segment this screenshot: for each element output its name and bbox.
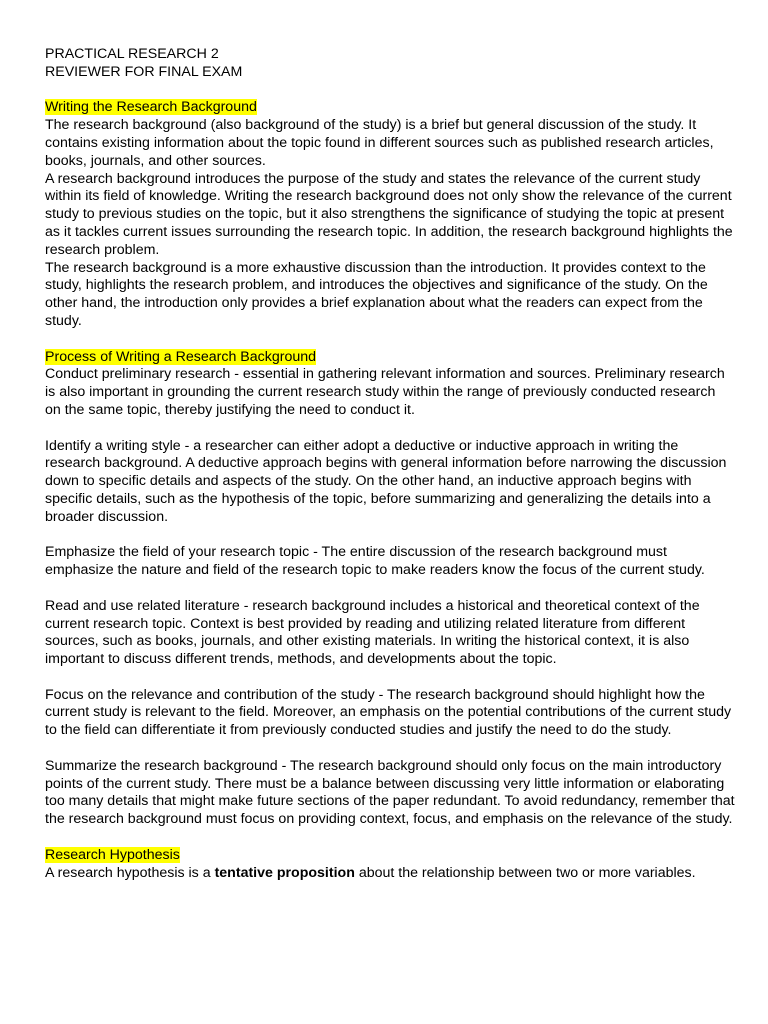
heading-writing-background: Writing the Research Background	[45, 99, 257, 116]
process-step-2: Identify a writing style - a researcher can either adopt a deductive or inductive approach in writing the research background. A deductive approach begins with general information before narrowing the discussion down to specific details and aspects of the study. On the other hand, an inductive approach begins with specific details, such as the hypothesis of the topic, before summarizing and generalizing the details into a broader discussion.	[45, 437, 727, 525]
document-page	[45, 46, 735, 882]
background-paragraph-3: The research background is a more exhaustive discussion than the introduction. It provides context to the study, highlights the research problem, and introduces the objectives and significance of the study. On the other hand, the introduction only provides a brief explanation about what the readers can expect from the study.	[45, 259, 708, 329]
heading-process: Process of Writing a Research Background	[45, 348, 317, 365]
hypothesis-bold-term: tentative proposition	[214, 864, 355, 881]
hypothesis-paragraph: A research hypothesis is a tentative proposition about the relationship between two or more variables.	[45, 864, 696, 881]
spacer	[45, 669, 735, 687]
background-paragraph-1: The research background (also background of the study) is a brief but general discussion of the study. It contains existing information about the topic found in different sources such as published research articles, books, journals, and other sources.	[45, 117, 714, 169]
process-step-5: Focus on the relevance and contribution of the study - The research background should highlight how the current study is relevant to the field. Moreover, an emphasis on the potential contributions of the current study to the field can differentiate it from previously conducted studies and justify the need to do the study.	[45, 686, 732, 739]
process-step-3: Emphasize the field of your research topic - The entire discussion of the research background must emphasize the nature and field of the research topic to make readers know the focus of the current study.	[45, 544, 705, 579]
process-step-4: Read and use related literature - research background includes a historical and theoretical context of the current research topic. Context is best provided by reading and utilizing related literature from different sources, such as books, journals, and other existing materials. In writing the historical context, it is also important to discuss different trends, methods, and developments about the topic.	[45, 597, 700, 668]
doc-title-line-1: PRACTICAL RESEARCH 2	[45, 46, 219, 62]
process-step-6: Summarize the research background - The research background should only focus on the main introductory points of the current study. There must be a balance between discussing very little information or elaborating too many details that might make future sections of the paper redundant. To avoid redundancy, remember that the research background must focus on providing context, focus, and emphasis on the relevance of the study.	[45, 757, 735, 828]
spacer	[45, 829, 735, 847]
spacer	[45, 580, 735, 598]
background-paragraph-2: A research background introduces the purpose of the study and states the relevance of the current study within its field of knowledge. Writing the research background does not only show the relevance of the current study to previous studies on the topic, but it also strengthens the significance of studying the topic at present as it tackles current issues surrounding the research topic. In addition, the research background highlights the research problem.	[45, 170, 733, 258]
process-step-1: Conduct preliminary research - essential in gathering relevant information and sources. Preliminary research is also important in grounding the current research study within the range of previously conducted research on the same topic, thereby justifying the need to conduct it.	[45, 366, 725, 418]
spacer	[45, 420, 735, 438]
spacer	[45, 331, 735, 349]
doc-title-line-2: REVIEWER FOR FINAL EXAM	[45, 63, 243, 80]
spacer	[45, 82, 735, 100]
spacer	[45, 740, 735, 758]
spacer	[45, 527, 735, 545]
heading-research-hypothesis: Research Hypothesis	[45, 846, 180, 863]
